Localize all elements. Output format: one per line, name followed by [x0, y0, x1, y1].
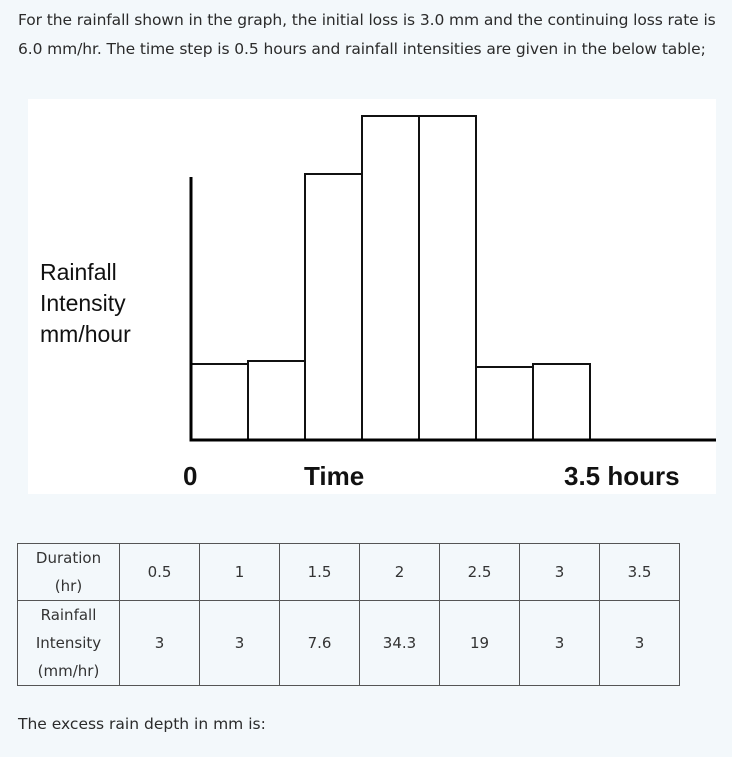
bar-1.5-2	[362, 116, 419, 440]
intensity-header-cell	[18, 601, 120, 686]
duration-cell: 1.5	[280, 544, 360, 601]
intensity-cell: 3	[120, 601, 200, 686]
x-tick-start: 0	[183, 461, 198, 491]
x-tick-end: 3.5 hours	[564, 461, 680, 491]
duration-header-line-2: (hr)	[54, 577, 83, 595]
intensity-cell: 3	[520, 601, 600, 686]
y-axis-label	[40, 257, 131, 350]
x-axis-label: Time	[304, 461, 365, 491]
intensity-cell: 3	[200, 601, 280, 686]
duration-header-cell	[18, 544, 120, 601]
bar-2-2.5	[419, 116, 476, 440]
intensity-cell: 7.6	[280, 601, 360, 686]
problem-statement: For the rainfall shown in the graph, the initial loss is 3.0 mm and the continuing loss rate is 6.0 mm/hr. The time step is 0.5 hours and rainfall intensities are given in the below table;	[18, 11, 716, 58]
duration-cell: 0.5	[120, 544, 200, 601]
hyetograph-chart	[28, 99, 716, 494]
duration-header-line-1: Duration	[35, 549, 102, 567]
y-axis-label-line-2: Intensity	[40, 290, 126, 316]
intensity-header-line-3: (mm/hr)	[37, 662, 100, 680]
duration-cell: 2	[360, 544, 440, 601]
table-row-intensity	[18, 601, 680, 686]
y-axis-label-line-3: mm/hour	[40, 321, 131, 347]
duration-cell: 1	[200, 544, 280, 601]
intensity-cell: 34.3	[360, 601, 440, 686]
intensity-cell: 19	[440, 601, 520, 686]
intensity-header-line-1: Rainfall	[40, 606, 97, 624]
duration-cell: 2.5	[440, 544, 520, 601]
question-text: The excess rain depth in mm is:	[18, 715, 266, 733]
bar-1-1.5	[305, 174, 362, 440]
bar-2.5-3	[476, 367, 533, 440]
bar-3-3.5	[533, 364, 590, 440]
rainfall-table	[17, 543, 680, 686]
intensity-cell: 3	[600, 601, 680, 686]
duration-cell: 3.5	[600, 544, 680, 601]
y-axis-label-line-1: Rainfall	[40, 259, 117, 285]
table-row-duration	[18, 544, 680, 601]
duration-cell: 3	[520, 544, 600, 601]
bar-0-0.5	[191, 364, 248, 440]
hyetograph-svg	[28, 99, 716, 494]
intensity-header-line-2: Intensity	[35, 634, 102, 652]
bar-0.5-1	[248, 361, 305, 440]
